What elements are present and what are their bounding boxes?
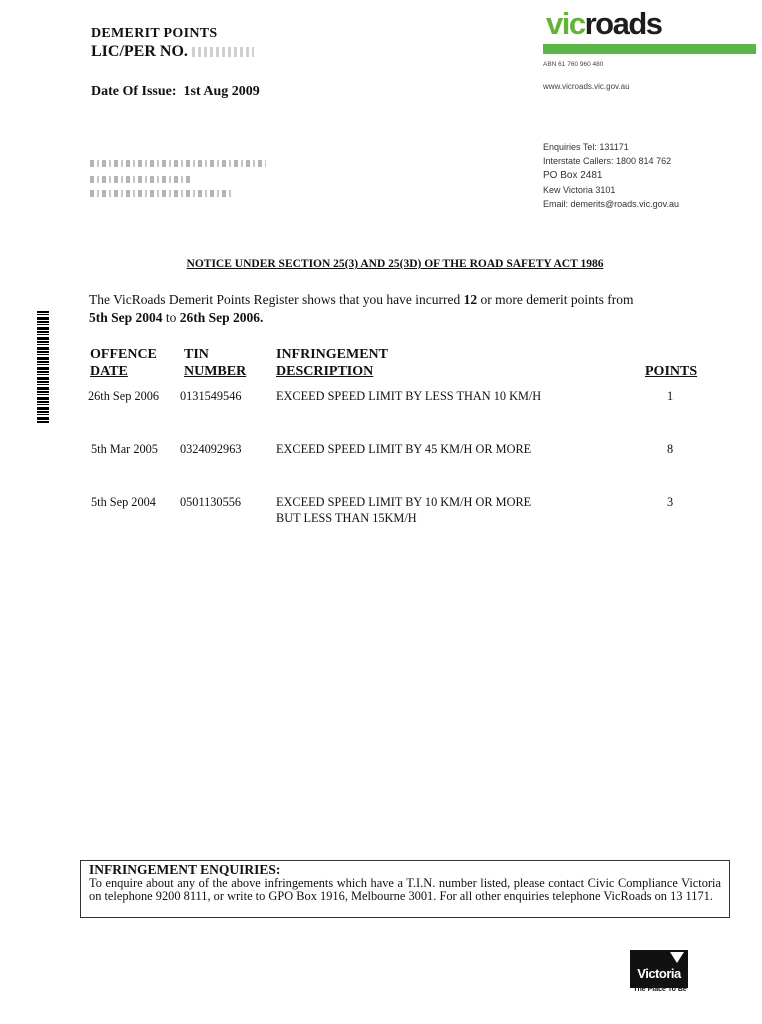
header-text: POINTS [645, 364, 698, 379]
points-cell: 3 [667, 495, 674, 509]
tin-cell: 0324092963 [180, 442, 242, 456]
contact-details [543, 140, 679, 211]
contact-line: Interstate Callers: 1800 814 762 [543, 156, 672, 167]
intro-text-1: The VicRoads Demerit Points Register shows that you have incurred [89, 292, 464, 307]
column-header-offence-date [90, 346, 157, 380]
intro-text-2: or more demerit points from [477, 292, 634, 307]
header-text: NUMBER [184, 364, 247, 379]
issue-date-label: Date Of Issue: [91, 84, 177, 99]
issue-date-value: 1st Aug 2009 [183, 84, 260, 99]
infringement-enquiries-box [80, 860, 730, 918]
offence-date-cell: 5th Mar 2005 [91, 442, 158, 456]
points-cell: 1 [667, 389, 674, 403]
logo-vic-text: vic [546, 6, 585, 41]
vicroads-logo [546, 4, 662, 44]
logo-green-bar [543, 44, 756, 54]
redacted-licence-number [192, 47, 254, 57]
logo-roads-text: roads [584, 6, 662, 41]
contact-line: Enquiries Tel: 131171 [543, 142, 629, 152]
header-text: INFRINGEMENT [276, 347, 389, 362]
website-url: www.vicroads.vic.gov.au [543, 82, 630, 91]
tin-cell: 0131549546 [180, 389, 242, 403]
document-title: DEMERIT POINTS [91, 26, 218, 41]
lic-label: LIC/PER NO. [91, 43, 188, 60]
column-header-tin-number [184, 346, 246, 380]
column-header-description [276, 346, 388, 380]
points-total: 12 [463, 292, 478, 307]
intro-paragraph [89, 291, 709, 327]
issue-date-line [91, 84, 260, 100]
description-cell: EXCEED SPEED LIMIT BY 10 KM/H OR MORE [276, 495, 532, 509]
enquiries-title: INFRINGEMENT ENQUIRIES: [89, 862, 281, 877]
contact-line: Kew Victoria 3101 [543, 184, 616, 195]
notice-heading: NOTICE UNDER SECTION 25(3) AND 25(3D) OF THE ROAD SAFETY ACT 1986 [186, 258, 604, 270]
redacted-address-line [90, 176, 190, 183]
column-header-points [645, 363, 697, 380]
period-to-date: 26th Sep 2006. [179, 310, 264, 325]
enquiries-body: To enquire about any of the above infringements which have a T.I.N. number listed, please contact Civic Compliance Victoria on telephone 9200 8111, or write to GPO Box 1916, Melbourne 3001. For all other enquiries telephone VicRoads on 13 1171. [89, 876, 721, 904]
victoria-tagline: The Place To Be [633, 986, 687, 993]
contact-line: PO Box 2481 [543, 169, 603, 181]
contact-line: Email: demerits@roads.vic.gov.au [543, 199, 680, 210]
redacted-address-line [90, 190, 232, 197]
header-text: DATE [90, 364, 128, 379]
description-cell: EXCEED SPEED LIMIT BY LESS THAN 10 KM/H [276, 389, 542, 403]
description-cell: EXCEED SPEED LIMIT BY 45 KM/H OR MORE [276, 442, 532, 456]
offence-date-cell: 26th Sep 2006 [88, 389, 160, 403]
victoria-triangle-icon [670, 952, 684, 963]
header-text: OFFENCE [90, 347, 157, 362]
redacted-address-line [90, 160, 266, 167]
abn-number: ABN 61 760 960 480 [543, 61, 604, 68]
period-to-word: to [162, 310, 180, 325]
header-text: DESCRIPTION [276, 364, 374, 379]
period-from-date: 5th Sep 2004 [89, 310, 163, 325]
header-text: TIN [184, 347, 209, 362]
points-cell: 8 [667, 442, 674, 456]
redacted-address-block [90, 160, 270, 197]
offence-date-cell: 5th Sep 2004 [91, 495, 156, 509]
victoria-logo-text: Victoria [637, 966, 681, 981]
barcode [37, 311, 49, 423]
licence-number-label [91, 43, 254, 61]
tin-cell: 0501130556 [180, 495, 242, 509]
description-cell-line-2: BUT LESS THAN 15KM/H [276, 511, 417, 525]
